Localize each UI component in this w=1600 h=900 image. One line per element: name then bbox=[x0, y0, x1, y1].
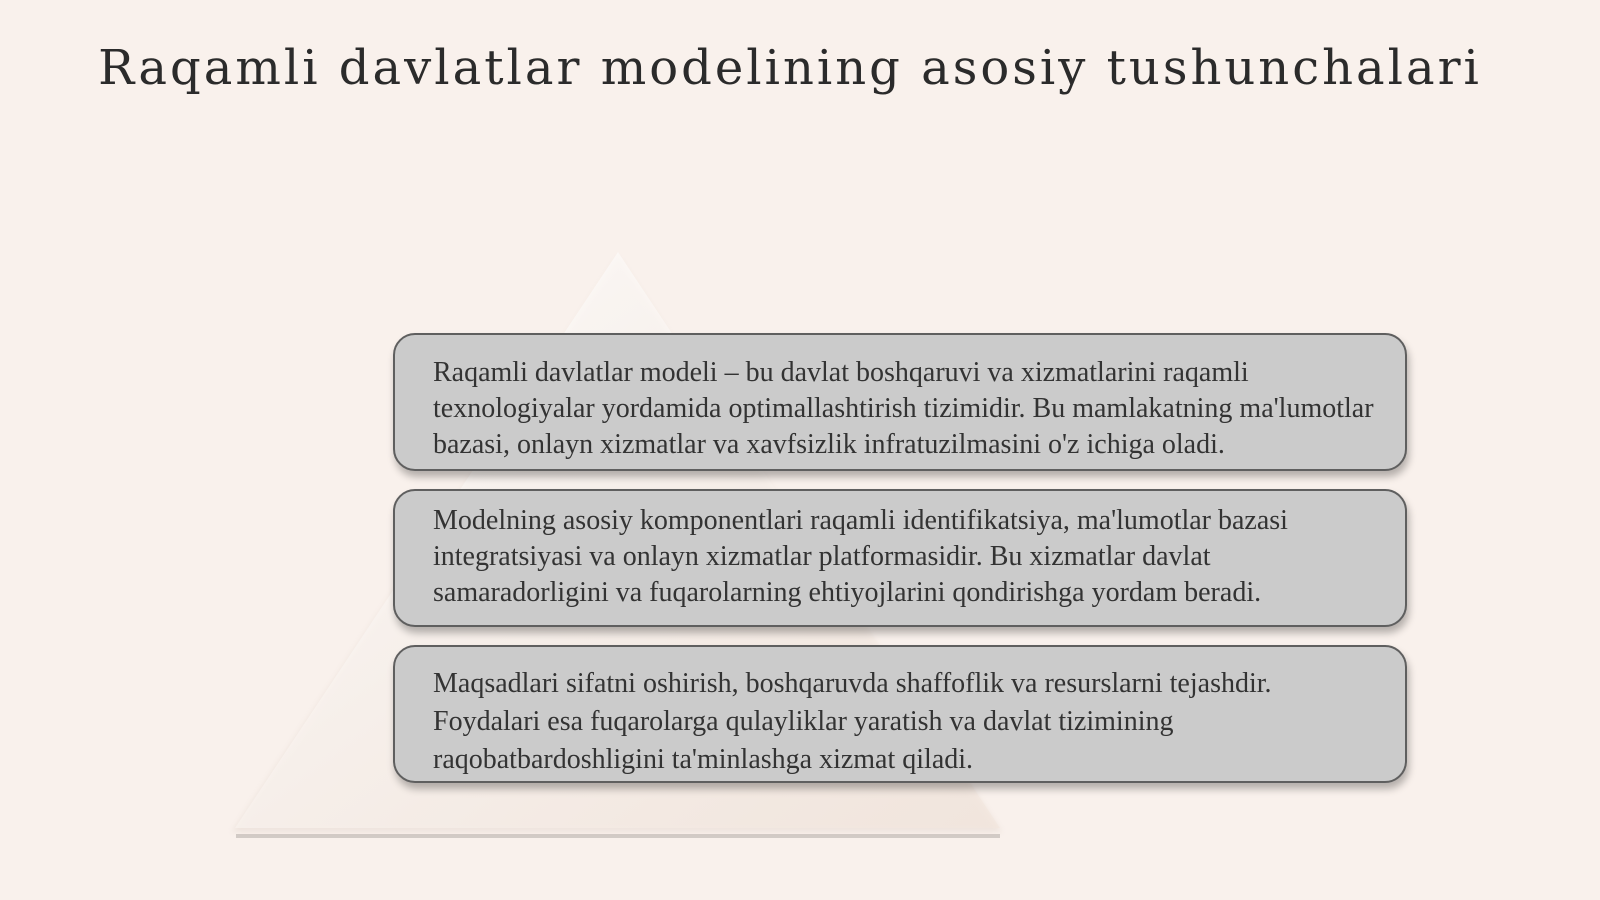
concept-card-components bbox=[393, 489, 1407, 627]
concept-card-goals bbox=[393, 645, 1407, 783]
slide-title: Raqamli davlatlar modelining asosiy tushunchalari bbox=[98, 40, 1482, 96]
card-text: Modelning asosiy komponentlari raqamli identifikatsiya, ma'lumotlar bazasi integratsiyasi va onlayn xizmatlar platformasidir. Bu xizmatlar davlat samaradorligini va fuqarolarning ehtiyojlarini qondirishga yordam beradi. bbox=[433, 505, 1288, 608]
card-text: Maqsadlari sifatni oshirish, boshqaruvda shaffoflik va resurslarni tejashdir. Foydalari esa fuqarolarga qulayliklar yaratish va davlat tizimining raqobatbardoshligini ta'minlashga xizmat qiladi. bbox=[433, 668, 1272, 775]
concept-card-definition bbox=[393, 333, 1407, 471]
card-text: Raqamli davlatlar modeli – bu davlat boshqaruvi va xizmatlarini raqamli texnologiyalar yordamida optimallashtirish tizimidir. Bu mamlakatning ma'lumotlar bazasi, onlayn xizmatlar va xavfsizlik infratuzilmasini o'z ichiga oladi. bbox=[433, 357, 1374, 460]
